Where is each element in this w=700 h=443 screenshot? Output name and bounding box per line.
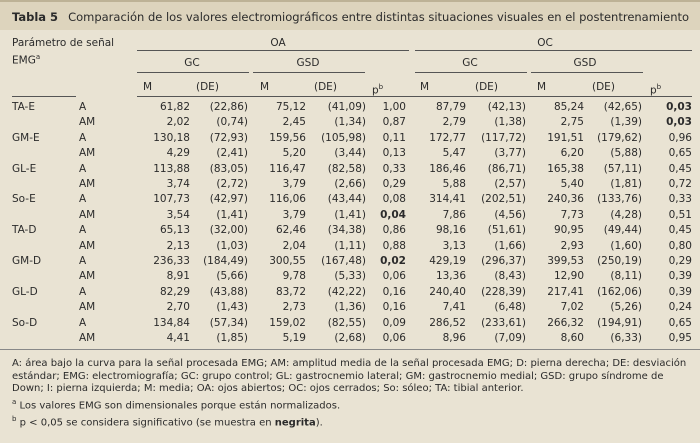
row-signal-type: AM [79,147,96,159]
cell-6: (4,56) [494,209,526,221]
cell-4: 0,09 [382,317,406,329]
subheader-m-7: M [537,81,547,93]
cell-8: (49,44) [603,224,642,236]
param-rule [12,96,76,97]
row-signal-type: A [79,193,87,205]
row-param: GL-D [12,286,38,298]
cell-7: 2,75 [560,116,584,128]
cell-5: 98,16 [435,224,466,236]
cell-6: (233,61) [481,317,526,329]
subheader-de-6: (DE) [475,81,498,93]
cell-0: 82,29 [159,286,190,298]
cell-9: 0,39 [668,270,692,282]
cell-2: 83,72 [275,286,306,298]
cell-4: 0,08 [382,193,406,205]
cell-6: (8,43) [494,270,526,282]
cell-3: (1,11) [334,240,366,252]
cell-0: 3,74 [166,178,190,190]
cell-7: 399,53 [547,255,584,267]
cell-6: (3,77) [494,147,526,159]
cell-3: (1,41) [334,209,366,221]
cell-7: 191,51 [547,132,584,144]
cell-2: 5,19 [282,332,306,344]
cell-0: 113,88 [153,163,190,175]
row-param: TA-E [12,101,35,113]
row-param: So-E [12,193,36,205]
cell-3: (105,98) [321,132,366,144]
row-signal-type: A [79,132,87,144]
subheader-p-4: $p^b$ [372,83,384,97]
cell-2: 300,55 [269,255,306,267]
oa-header: OA [270,37,286,49]
oa-gc-rule [137,72,249,73]
cell-2: 159,02 [269,317,306,329]
cell-4: 1,00 [382,101,406,113]
cell-8: (4,28) [610,209,642,221]
cell-3: (42,22) [327,286,366,298]
cell-1: (0,74) [216,116,248,128]
cell-4: 0,13 [382,147,406,159]
cell-9: 0,72 [668,178,692,190]
cell-3: (34,38) [327,224,366,236]
cell-4: 0,86 [382,224,406,236]
cell-1: (1,03) [216,240,248,252]
cell-2: 3,79 [282,178,306,190]
cell-5: 5,47 [442,147,466,159]
row-signal-type: AM [79,301,96,313]
cell-6: (228,39) [481,286,526,298]
cell-4: 0,16 [382,301,406,313]
subheader-de-1: (DE) [196,81,219,93]
subheader-m-2: M [260,81,270,93]
cell-4: 0,04 [380,209,406,221]
param-header: Parámetro de señal [12,37,115,49]
cell-3: (2,66) [334,178,366,190]
table-label: Tabla 5 [12,10,59,24]
cell-2: 2,73 [282,301,306,313]
subheader-rule [137,96,692,97]
cell-8: (1,60) [610,240,642,252]
row-param: So-D [12,317,38,329]
oc-gsd-header: GSD [573,57,597,69]
cell-8: (179,62) [597,132,642,144]
cell-1: (184,49) [203,255,248,267]
cell-3: (1,34) [334,116,366,128]
cell-1: (72,93) [209,132,248,144]
cell-4: 0,33 [382,163,406,175]
cell-9: 0,29 [668,255,692,267]
cell-0: 4,41 [166,332,190,344]
cell-1: (43,88) [209,286,248,298]
row-param: GM-D [12,255,42,267]
cell-6: (296,37) [481,255,526,267]
cell-8: (1,39) [610,116,642,128]
cell-1: (57,34) [209,317,248,329]
cell-9: 0,45 [668,224,692,236]
cell-5: 3,13 [442,240,466,252]
cell-5: 314,41 [429,193,466,205]
cell-4: 0,11 [382,132,406,144]
cell-8: (162,06) [597,286,642,298]
row-param: GM-E [12,132,40,144]
row-signal-type: A [79,163,87,175]
cell-7: 266,32 [547,317,584,329]
cell-6: (42,13) [487,101,526,113]
cell-1: (5,66) [216,270,248,282]
cell-9: 0,33 [668,193,692,205]
cell-4: 0,87 [382,116,406,128]
cell-5: 7,86 [442,209,466,221]
row-signal-type: A [79,101,87,113]
cell-7: 90,95 [553,224,584,236]
cell-9: 0,24 [668,301,692,313]
cell-0: 61,82 [159,101,190,113]
cell-0: 2,13 [166,240,190,252]
cell-5: 8,96 [442,332,466,344]
cell-5: 13,36 [435,270,466,282]
cell-5: 5,88 [442,178,466,190]
cell-9: 0,03 [666,101,692,113]
footnote-a: $^a$ Los valores EMG son dimensionales porque están normalizados. [12,397,341,412]
cell-2: 2,45 [282,116,306,128]
cell-9: 0,03 [666,116,692,128]
cell-9: 0,95 [668,332,692,344]
cell-5: 429,19 [429,255,466,267]
cell-8: (8,11) [610,270,642,282]
oc-gc-header: GC [462,57,478,69]
cell-8: (6,33) [610,332,642,344]
footnote-b: $^b$ p < 0,05 se considera significativo (se muestra en negrita). [12,414,323,429]
cell-7: 7,73 [560,209,584,221]
cell-6: (51,61) [487,224,526,236]
oc-rule [415,50,692,51]
cell-0: 2,70 [166,301,190,313]
cell-2: 159,56 [269,132,306,144]
cell-3: (167,48) [321,255,366,267]
row-signal-type: A [79,317,87,329]
oc-header: OC [537,37,553,49]
cell-4: 0,02 [380,255,406,267]
cell-0: 2,02 [166,116,190,128]
cell-9: 0,45 [668,163,692,175]
subheader-de-8: (DE) [592,81,615,93]
cell-9: 0,96 [668,132,692,144]
cell-3: (41,09) [327,101,366,113]
cell-7: 217,41 [547,286,584,298]
cell-3: (5,33) [334,270,366,282]
cell-1: (2,72) [216,178,248,190]
cell-8: (194,91) [597,317,642,329]
oc-gc-rule [415,72,527,73]
table-bottom-rule [0,349,700,350]
row-signal-type: AM [79,178,96,190]
cell-7: 240,36 [547,193,584,205]
row-signal-type: A [79,286,87,298]
cell-0: 236,33 [153,255,190,267]
cell-4: 0,06 [382,332,406,344]
subheader-m-5: M [420,81,430,93]
cell-2: 75,12 [275,101,306,113]
cell-0: 134,84 [153,317,190,329]
cell-7: 165,38 [547,163,584,175]
cell-8: (57,11) [603,163,642,175]
cell-3: (82,58) [327,163,366,175]
cell-1: (32,00) [209,224,248,236]
row-signal-type: A [79,255,87,267]
emg-header: EMG$^a$ [12,53,41,67]
row-signal-type: AM [79,270,96,282]
cell-3: (1,36) [334,301,366,313]
cell-6: (7,09) [494,332,526,344]
cell-5: 240,40 [429,286,466,298]
oa-rule [137,50,409,51]
cell-2: 9,78 [282,270,306,282]
cell-9: 0,65 [668,317,692,329]
cell-5: 186,46 [429,163,466,175]
cell-6: (202,51) [481,193,526,205]
cell-0: 107,73 [153,193,190,205]
cell-5: 87,79 [435,101,466,113]
cell-1: (2,41) [216,147,248,159]
row-param: GL-E [12,163,37,175]
cell-3: (82,55) [327,317,366,329]
row-signal-type: AM [79,209,96,221]
oa-gc-header: GC [184,57,200,69]
row-signal-type: AM [79,240,96,252]
cell-5: 286,52 [429,317,466,329]
cell-1: (1,41) [216,209,248,221]
cell-9: 0,65 [668,147,692,159]
cell-0: 8,91 [166,270,190,282]
cell-4: 0,16 [382,286,406,298]
cell-1: (83,05) [209,163,248,175]
cell-6: (2,57) [494,178,526,190]
cell-6: (1,38) [494,116,526,128]
cell-5: 172,77 [429,132,466,144]
cell-6: (117,72) [481,132,526,144]
subheader-p-9: $p^b$ [650,83,662,97]
cell-4: 0,06 [382,270,406,282]
cell-9: 0,80 [668,240,692,252]
table-title-text: Comparación de los valores electromiográficos entre distintas situaciones visuales en el postentrenamiento [68,10,690,24]
cell-2: 62,46 [275,224,306,236]
cell-3: (43,44) [327,193,366,205]
row-signal-type: AM [79,116,96,128]
cell-0: 130,18 [153,132,190,144]
abbreviation-note: A: área bajo la curva para la señal procesada EMG; AM: amplitud media de la señal procesada EMG; D: pierna derecha; DE: desviación estándar; EMG: electromiografía; GC: grupo control; GL: gastrocnemio lateral; GM: gastrocnemio medial; GSD: grupo síndrome de Down; I: pierna izquierda; M: media; OA: ojos abiertos; OC: ojos cerrados; So: sóleo; TA: tibial anterior. [12,358,687,395]
cell-5: 7,41 [442,301,466,313]
cell-9: 0,51 [668,209,692,221]
cell-5: 2,79 [442,116,466,128]
row-signal-type: AM [79,332,96,344]
cell-7: 2,93 [560,240,584,252]
oa-gsd-rule [253,72,365,73]
cell-6: (6,48) [494,301,526,313]
cell-2: 116,06 [269,193,306,205]
cell-7: 12,90 [553,270,584,282]
subheader-m-0: M [143,81,153,93]
cell-3: (3,44) [334,147,366,159]
cell-0: 3,54 [166,209,190,221]
cell-8: (133,76) [597,193,642,205]
table-notes [12,358,692,430]
cell-7: 6,20 [560,147,584,159]
cell-8: (5,26) [610,301,642,313]
cell-7: 5,40 [560,178,584,190]
cell-0: 4,29 [166,147,190,159]
cell-4: 0,29 [382,178,406,190]
cell-2: 116,47 [269,163,306,175]
subheader-de-3: (DE) [314,81,337,93]
cell-1: (1,43) [216,301,248,313]
cell-1: (1,85) [216,332,248,344]
row-param: TA-D [12,224,37,236]
title-bar [0,0,700,30]
cell-4: 0,88 [382,240,406,252]
cell-8: (42,65) [603,101,642,113]
cell-8: (1,81) [610,178,642,190]
cell-7: 85,24 [553,101,584,113]
cell-6: (86,71) [487,163,526,175]
cell-7: 7,02 [560,301,584,313]
oa-gsd-header: GSD [296,57,320,69]
cell-1: (22,86) [209,101,248,113]
cell-2: 3,79 [282,209,306,221]
cell-8: (250,19) [597,255,642,267]
cell-2: 2,04 [282,240,306,252]
oc-gsd-rule [531,72,643,73]
cell-6: (1,66) [494,240,526,252]
cell-7: 8,60 [560,332,584,344]
table-title [12,10,689,24]
cell-3: (2,68) [334,332,366,344]
row-signal-type: A [79,224,87,236]
cell-1: (42,97) [209,193,248,205]
cell-8: (5,88) [610,147,642,159]
cell-0: 65,13 [159,224,190,236]
cell-9: 0,39 [668,286,692,298]
cell-2: 5,20 [282,147,306,159]
